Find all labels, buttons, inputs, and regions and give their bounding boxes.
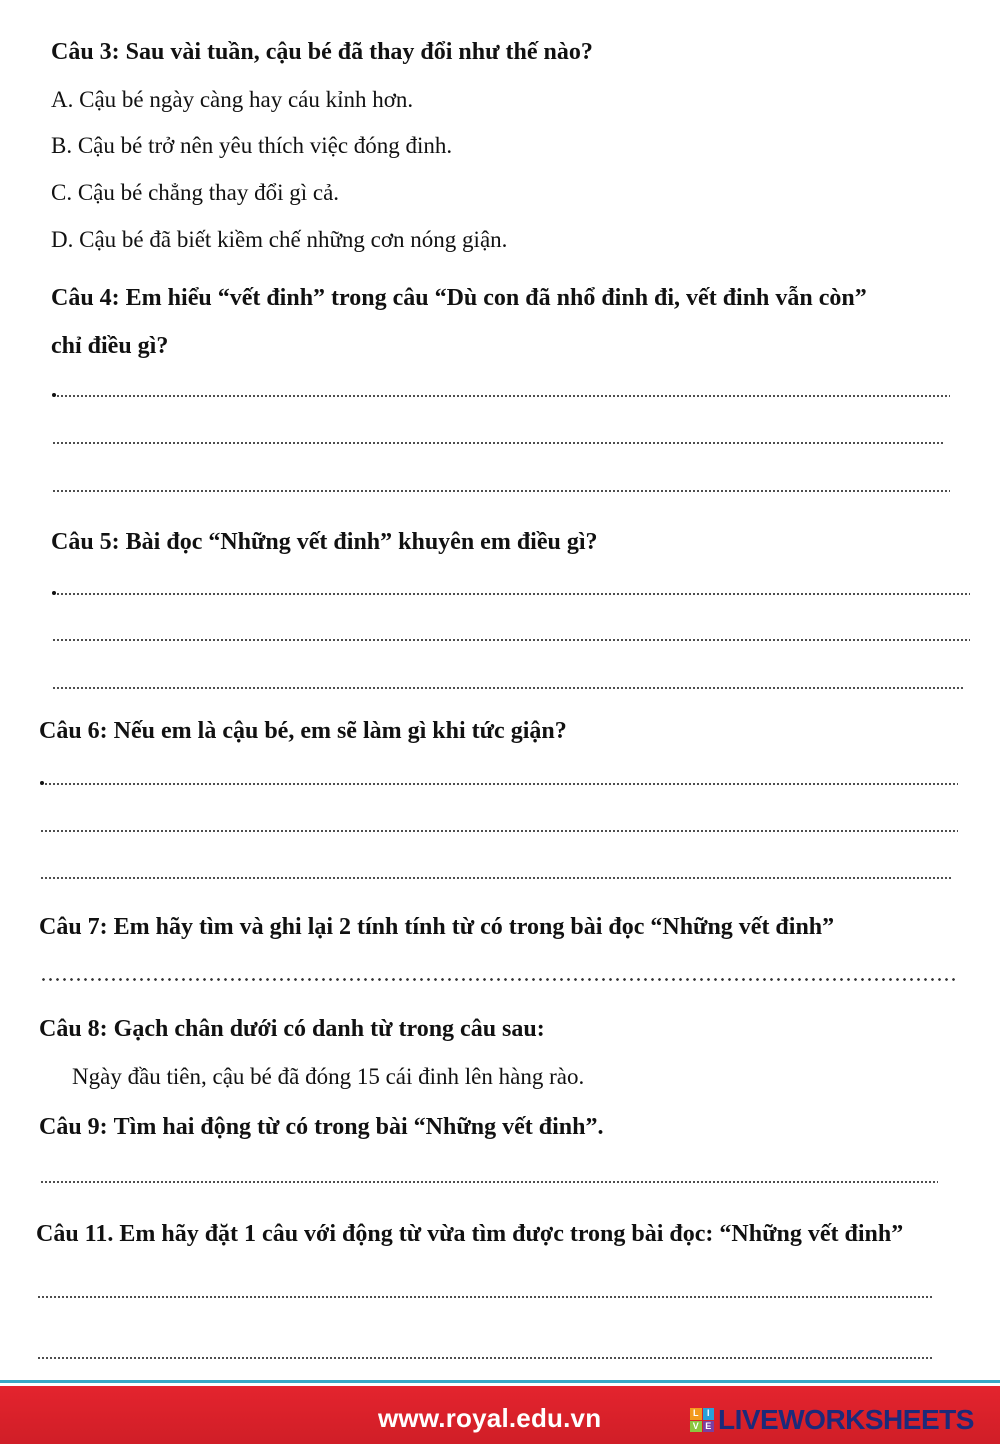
- question-5-label: Câu 5:: [51, 529, 120, 555]
- question-11: [36, 1220, 903, 1248]
- option-d[interactable]: D. Cậu bé đã biết kiềm chế những cơn nóng giận.: [51, 227, 508, 252]
- answer-line-q6-1[interactable]: [44, 783, 958, 785]
- answer-line-q11-1[interactable]: [37, 1296, 933, 1298]
- grid-letter: L: [690, 1408, 702, 1420]
- question-4-line1: Em hiểu “vết đinh” trong câu “Dù con đã nhổ đinh đi, vết đinh vẫn còn”: [125, 285, 867, 311]
- answer-line-q6-2[interactable]: [40, 830, 958, 832]
- question-11-text: Em hãy đặt 1 câu với động từ vừa tìm được trong bài đọc: “Những vết đinh”: [119, 1221, 904, 1247]
- answer-line-q11-2[interactable]: [37, 1357, 933, 1359]
- question-7-label: Câu 7:: [39, 914, 108, 940]
- footer-accent-line: [0, 1380, 1000, 1383]
- question-7: [39, 913, 834, 941]
- question-4-label: Câu 4:: [51, 285, 120, 311]
- question-9: [39, 1113, 603, 1141]
- question-5-text: Bài đọc “Những vết đinh” khuyên em điều gì?: [125, 529, 598, 555]
- question-8-label: Câu 8:: [39, 1016, 108, 1042]
- answer-line-q5-1[interactable]: [56, 593, 970, 595]
- answer-line-q5-2[interactable]: [52, 639, 970, 641]
- question-11-label: Câu 11.: [36, 1221, 114, 1247]
- footer-url[interactable]: www.royal.edu.vn: [378, 1403, 602, 1433]
- question-4: [51, 284, 867, 312]
- question-4-line2: chỉ điều gì?: [51, 333, 169, 359]
- answer-line-q9[interactable]: [40, 1181, 938, 1183]
- question-6: [39, 717, 567, 745]
- liveworksheets-grid-icon: [690, 1408, 714, 1432]
- question-7-text: Em hãy tìm và ghi lại 2 tính tính từ có trong bài đọc “Những vết đinh”: [113, 914, 835, 940]
- option-b[interactable]: B. Cậu bé trở nên yêu thích việc đóng đinh.: [51, 133, 453, 158]
- answer-line-q5-3[interactable]: [52, 687, 964, 689]
- question-5: [51, 528, 598, 556]
- grid-letter: I: [703, 1408, 715, 1420]
- grid-letter: E: [703, 1421, 715, 1433]
- answer-line-q4-2[interactable]: [52, 442, 944, 444]
- question-6-label: Câu 6:: [39, 718, 108, 744]
- question-8-sentence[interactable]: Ngày đầu tiên, cậu bé đã đóng 15 cái đinh lên hàng rào.: [72, 1064, 585, 1089]
- question-9-label: Câu 9:: [39, 1114, 108, 1140]
- option-a[interactable]: A. Cậu bé ngày càng hay cáu kỉnh hơn.: [51, 87, 414, 112]
- question-6-text: Nếu em là cậu bé, em sẽ làm gì khi tức giận?: [113, 718, 567, 744]
- answer-line-q4-1[interactable]: [56, 395, 950, 397]
- liveworksheets-logo[interactable]: [690, 1404, 974, 1436]
- question-9-text: Tìm hai động từ có trong bài “Những vết đinh”.: [113, 1114, 604, 1140]
- answer-line-q7[interactable]: [40, 978, 958, 981]
- liveworksheets-text: LIVEWORKSHEETS: [718, 1404, 974, 1435]
- answer-line-q6-3[interactable]: [40, 877, 952, 879]
- question-8-text: Gạch chân dưới có danh từ trong câu sau:: [113, 1016, 545, 1042]
- question-3-text: Sau vài tuần, cậu bé đã thay đổi như thế nào?: [125, 39, 593, 65]
- question-3-label: Câu 3:: [51, 39, 120, 65]
- answer-line-q4-3[interactable]: [52, 490, 950, 492]
- question-3: [51, 38, 593, 66]
- grid-letter: V: [690, 1421, 702, 1433]
- option-c[interactable]: C. Cậu bé chẳng thay đổi gì cả.: [51, 180, 340, 205]
- question-8: [39, 1015, 545, 1043]
